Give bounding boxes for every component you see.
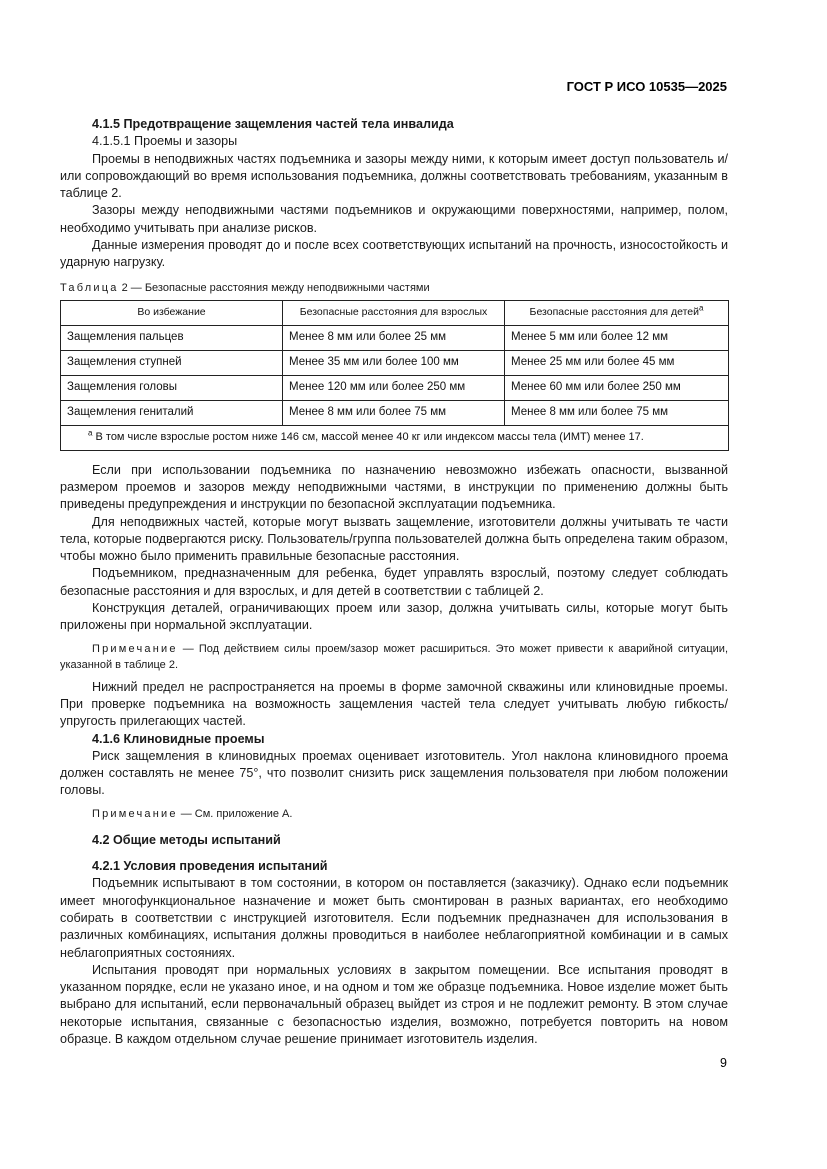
paragraph: Зазоры между неподвижными частями подъемников и окружающими поверхностями, например, полом, необходимо учитывать при анализе рисков.: [60, 203, 728, 235]
note-text: — См. приложение А.: [177, 807, 293, 820]
table-footnote-row: [61, 425, 729, 450]
safe-distances-table: [60, 300, 729, 451]
section-4-1-5-1-heading: 4.1.5.1 Проемы и зазоры: [92, 134, 238, 149]
table-cell: Защемления гениталий: [61, 400, 283, 425]
table-cell: Менее 35 мм или более 100 мм: [283, 350, 505, 375]
paragraph: Проемы в неподвижных частях подъемника и зазоры между ними, к которым имеет доступ пользователь и/или сопровождающий во время использования подъемника, должны соответствовать требованиям, указанным в таблице 2.: [60, 151, 728, 201]
section-4-2-1-heading: 4.2.1 Условия проведения испытаний: [92, 859, 328, 874]
table-caption: [60, 281, 728, 295]
table-header-cell: [505, 300, 729, 325]
section-4-1-5-heading: 4.1.5 Предотвращение защемления частей тела инвалида: [92, 117, 454, 131]
table-header-text: Безопасные расстояния для детей: [529, 306, 699, 319]
paragraph: Испытания проводят при нормальных условиях в закрытом помещении. Все испытания проводят в указанном порядке, если не указано иное, и на одном и том же образце подъемника. Новое изделие может быть выбрано для испытаний, если первоначальный образец выйдет из строя и не подлежит ремонту. В этом случае некоторые испытания, связанные с безопасностью изделия, возможно, потребуется повторить на новом образце. В каждом отдельном случае решение принимает изготовитель изделия.: [60, 962, 728, 1046]
section-4-2-heading: 4.2 Общие методы испытаний: [92, 832, 281, 847]
table-cell: Защемления головы: [61, 375, 283, 400]
note-label: Примечание: [92, 807, 178, 820]
table-cell: Менее 25 мм или более 45 мм: [505, 350, 729, 375]
table-caption-label: Таблица: [60, 281, 119, 294]
table-row: [61, 400, 729, 425]
paragraph: Конструкция деталей, ограничивающих проем или зазор, должна учитывать силы, которые могут быть приложены при нормальной эксплуатации.: [60, 601, 728, 633]
footnote-mark: a: [88, 428, 93, 438]
table-row: [61, 325, 729, 350]
section-4-1-6-heading: 4.1.6 Клиновидные проемы: [92, 731, 265, 746]
table-header-row: [61, 300, 729, 325]
table-cell: Защемления ступней: [61, 350, 283, 375]
note-text: — Под действием силы проем/зазор может расшириться. Это может привести к аварийной ситуации, указанной в таблице 2.: [60, 642, 728, 671]
paragraph: Риск защемления в клиновидных проемах оценивает изготовитель. Угол наклона клиновидного проема должен составлять не менее 75°, что позволит снизить риск защемления пользователя при любом положении головы.: [60, 748, 728, 798]
paragraph: Нижний предел не распространяется на проемы в форме замочной скважины или клиновидные проемы. При проверке подъемника на возможность защемления частей тела следует учитывать любую гибкость/упругость прилегающих частей.: [60, 679, 728, 729]
table-caption-text: 2 — Безопасные расстояния между неподвижными частями: [121, 281, 430, 294]
standard-header: ГОСТ Р ИСО 10535—2025: [566, 79, 727, 94]
paragraph: Подъемником, предназначенным для ребенка, будет управлять взрослый, поэтому следует соблюдать безопасные расстояния и для взрослых, и для детей в соответствии с таблицей 2.: [60, 566, 728, 598]
table-cell: Менее 8 мм или более 25 мм: [283, 325, 505, 350]
table-cell: Менее 60 мм или более 250 мм: [505, 375, 729, 400]
table-cell: Менее 8 мм или более 75 мм: [283, 400, 505, 425]
paragraph: Данные измерения проводят до и после всех соответствующих испытаний на прочность, износостойкость и ударную нагрузку.: [60, 238, 728, 270]
page-number: 9: [720, 1056, 727, 1070]
document-body: [60, 116, 728, 1048]
table-header-cell: Во избежание: [61, 300, 283, 325]
table-cell: Менее 8 мм или более 75 мм: [505, 400, 729, 425]
spacer: [60, 451, 728, 462]
table-footnote: [61, 425, 729, 450]
paragraph: Для неподвижных частей, которые могут вызвать защемление, изготовители должны учитывать те части тела, которые подвергаются риску. Пользователь/группа пользователей должна быть определена таким образом, чтобы можно было применить правильные безопасные расстояния.: [60, 514, 728, 564]
footnote-mark: a: [699, 303, 704, 313]
paragraph: Если при использовании подъемника по назначению невозможно избежать опасности, вызванной размером проемов и зазоров между неподвижными частями, в инструкции по применению должны быть приведены предупреждения и инструкции по безопасной эксплуатации подъемника.: [60, 462, 728, 512]
note-label: Примечание: [92, 642, 178, 655]
table-cell: Защемления пальцев: [61, 325, 283, 350]
table-cell: Менее 120 мм или более 250 мм: [283, 375, 505, 400]
table-row: [61, 350, 729, 375]
note: [60, 641, 728, 673]
paragraph: Подъемник испытывают в том состоянии, в котором он поставляется (заказчику). Однако если подъемник имеет многофункциональное назначение и может быть смонтирован в разных вариантах, его необходимо собирать в соответствии с инструкцией изготовителя. Если подъемник предназначен для использования в различных комбинациях, испытания должны проводиться в наиболее неблагоприятной комбинации и в самых неблагоприятных состояниях.: [60, 876, 728, 960]
footnote-text: В том числе взрослые ростом ниже 146 см, массой менее 40 кг или индексом массы тела (ИМТ) менее 17.: [92, 431, 644, 444]
table-header-cell: Безопасные расстояния для взрослых: [283, 300, 505, 325]
note: [60, 806, 728, 822]
table-cell: Менее 5 мм или более 12 мм: [505, 325, 729, 350]
table-row: [61, 375, 729, 400]
